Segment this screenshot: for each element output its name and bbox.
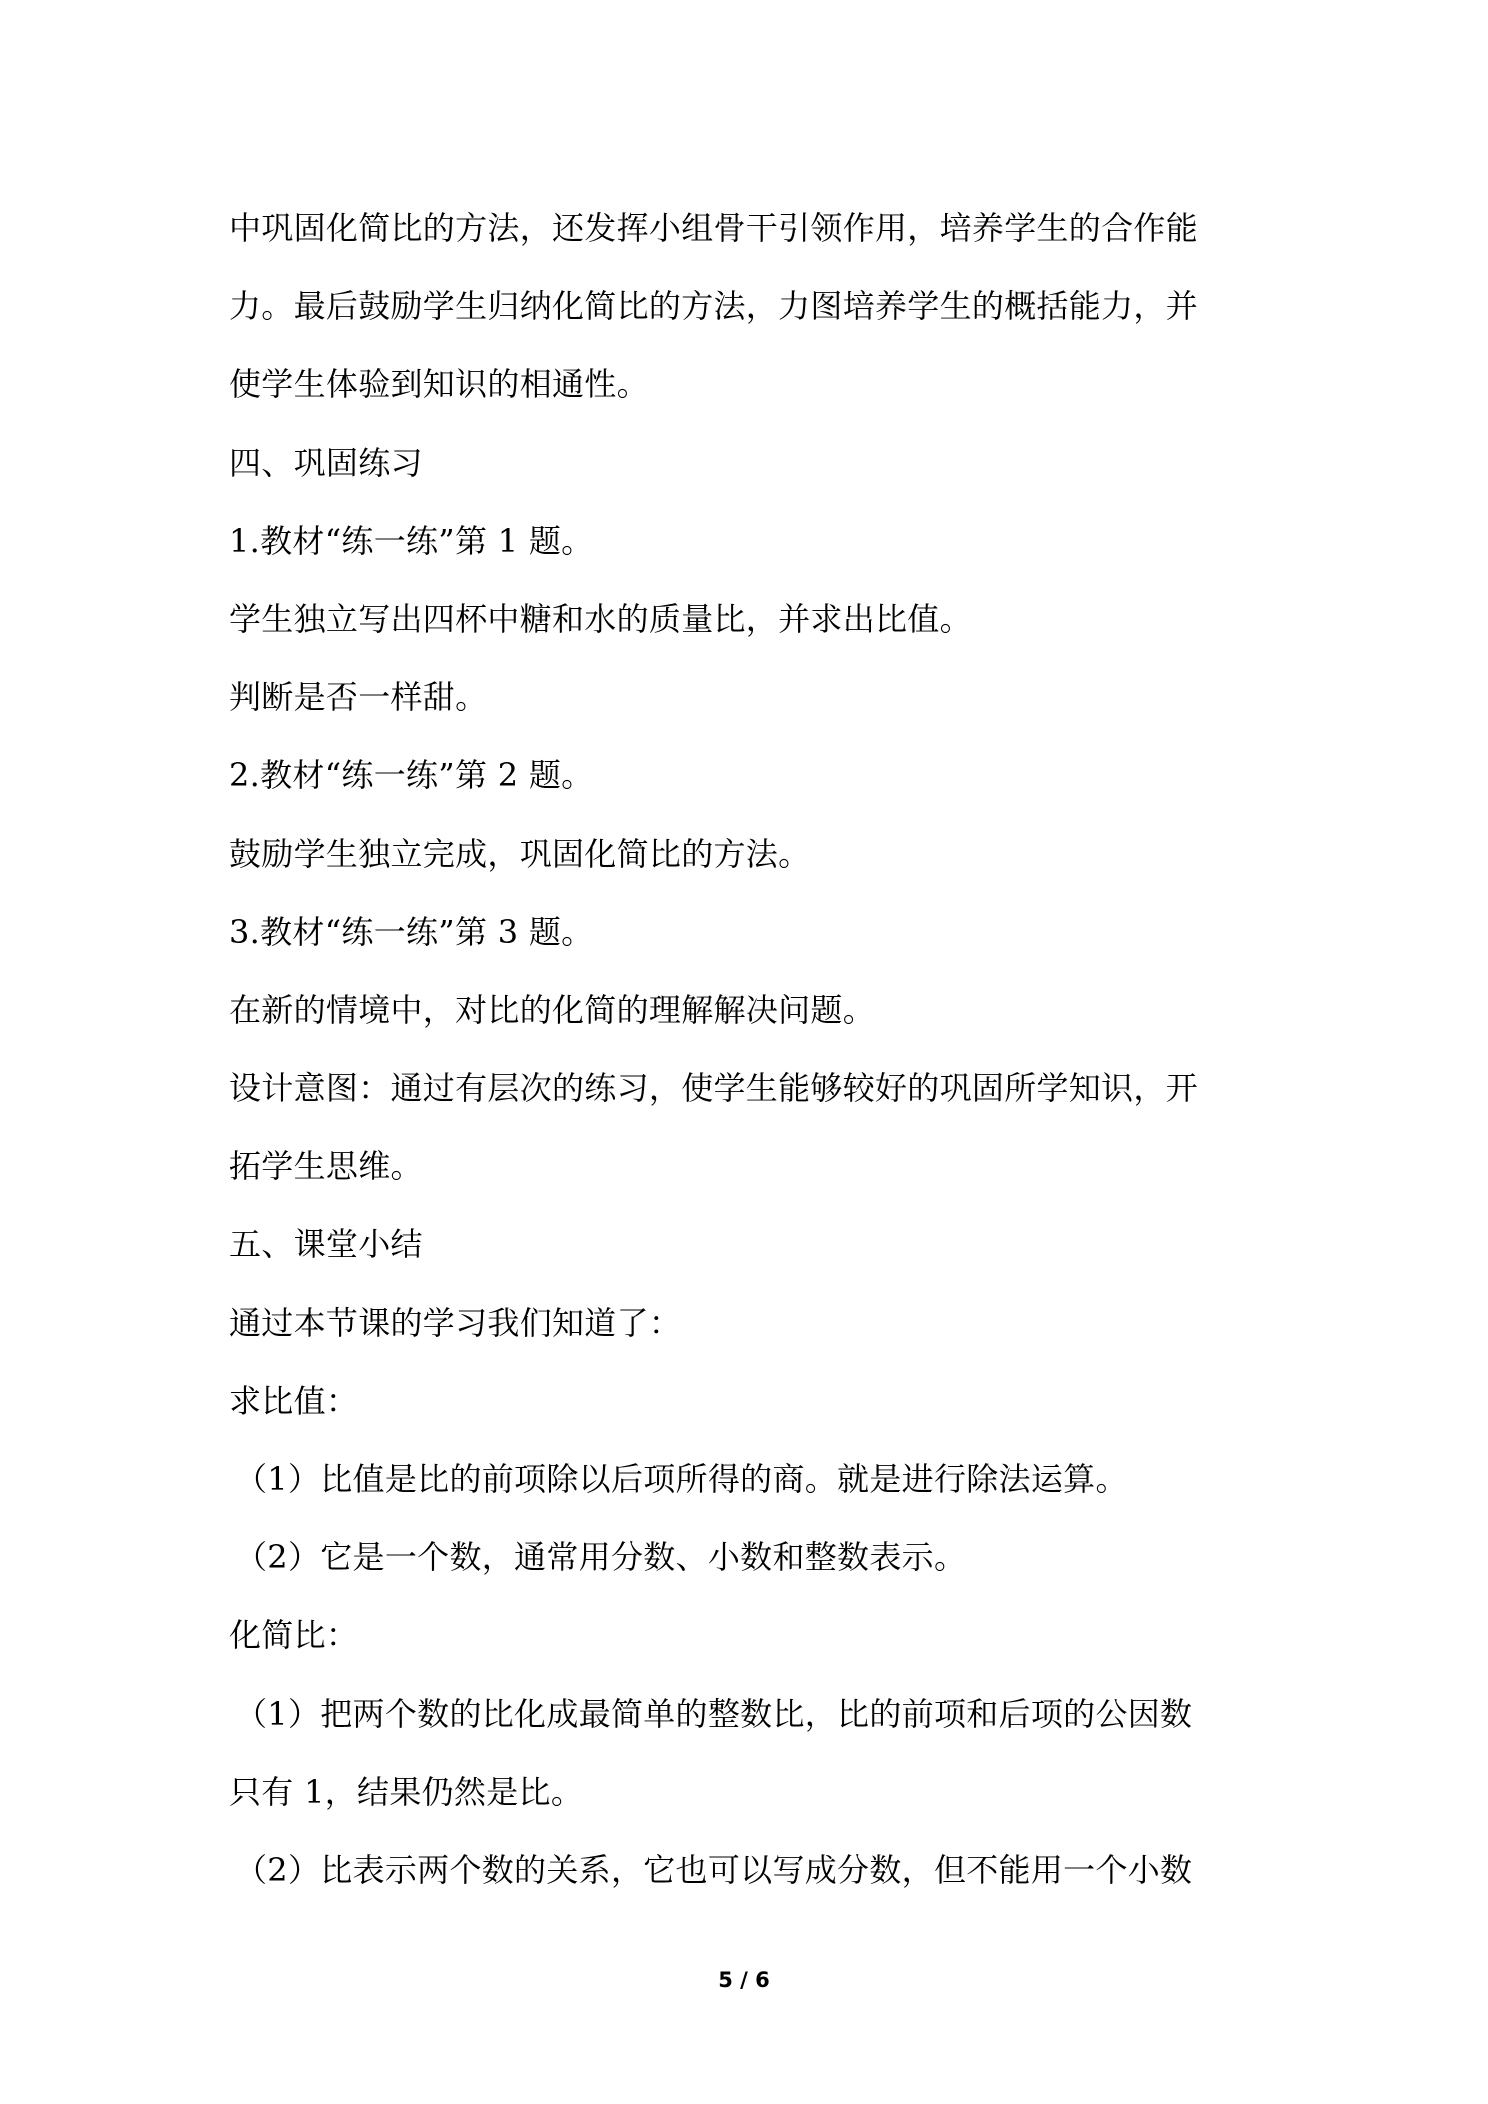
list-item: （1）比值是比的前项除以后项所得的商。就是进行除法运算。 — [235, 1460, 1128, 1498]
list-item: （2）它是一个数，通常用分数、小数和整数表示。 — [235, 1538, 967, 1577]
subheading-line: 求比值： — [229, 1381, 359, 1420]
list-item: （1）把两个数的比化成最简单的整数比，比的前项和后项的公因数 — [235, 1694, 1193, 1733]
paragraph-line: 设计意图：通过有层次的练习，使学生能够较好的巩固所学知识，开 — [229, 1069, 1199, 1108]
paragraph-line: 在新的情境中，对比的化简的理解解决问题。 — [229, 990, 876, 1029]
list-item: （2）比表示两个数的关系，它也可以写成分数，但不能用一个小数 — [235, 1850, 1193, 1889]
paragraph-line: 中巩固化简比的方法，还发挥小组骨干引领作用，培养学生的合作能 — [229, 209, 1199, 247]
paragraph-line: 只有 1，结果仍然是比。 — [229, 1772, 584, 1811]
exercise-item: 1.教材“练一练”第 1 题。 — [229, 521, 594, 560]
paragraph-line: 鼓励学生独立完成，巩固化简比的方法。 — [229, 834, 811, 873]
page-number: 5 / 6 — [718, 1968, 770, 1992]
paragraph-line: 学生独立写出四杯中糖和水的质量比，并求出比值。 — [229, 599, 972, 638]
paragraph-line: 通过本节课的学习我们知道了： — [229, 1303, 682, 1342]
section-heading: 四、巩固练习 — [229, 443, 423, 482]
paragraph-line: 使学生体验到知识的相通性。 — [229, 365, 649, 404]
exercise-item: 2.教材“练一练”第 2 题。 — [229, 756, 594, 795]
paragraph-line: 力。最后鼓励学生归纳化简比的方法，力图培养学生的概括能力，并 — [229, 287, 1199, 326]
exercise-item: 3.教材“练一练”第 3 题。 — [229, 912, 594, 951]
body-text — [229, 189, 1269, 1909]
subheading-line: 化简比： — [229, 1616, 359, 1655]
paragraph-line: 拓学生思维。 — [229, 1147, 423, 1186]
section-heading: 五、课堂小结 — [229, 1225, 423, 1264]
paragraph-line: 判断是否一样甜。 — [229, 678, 488, 717]
